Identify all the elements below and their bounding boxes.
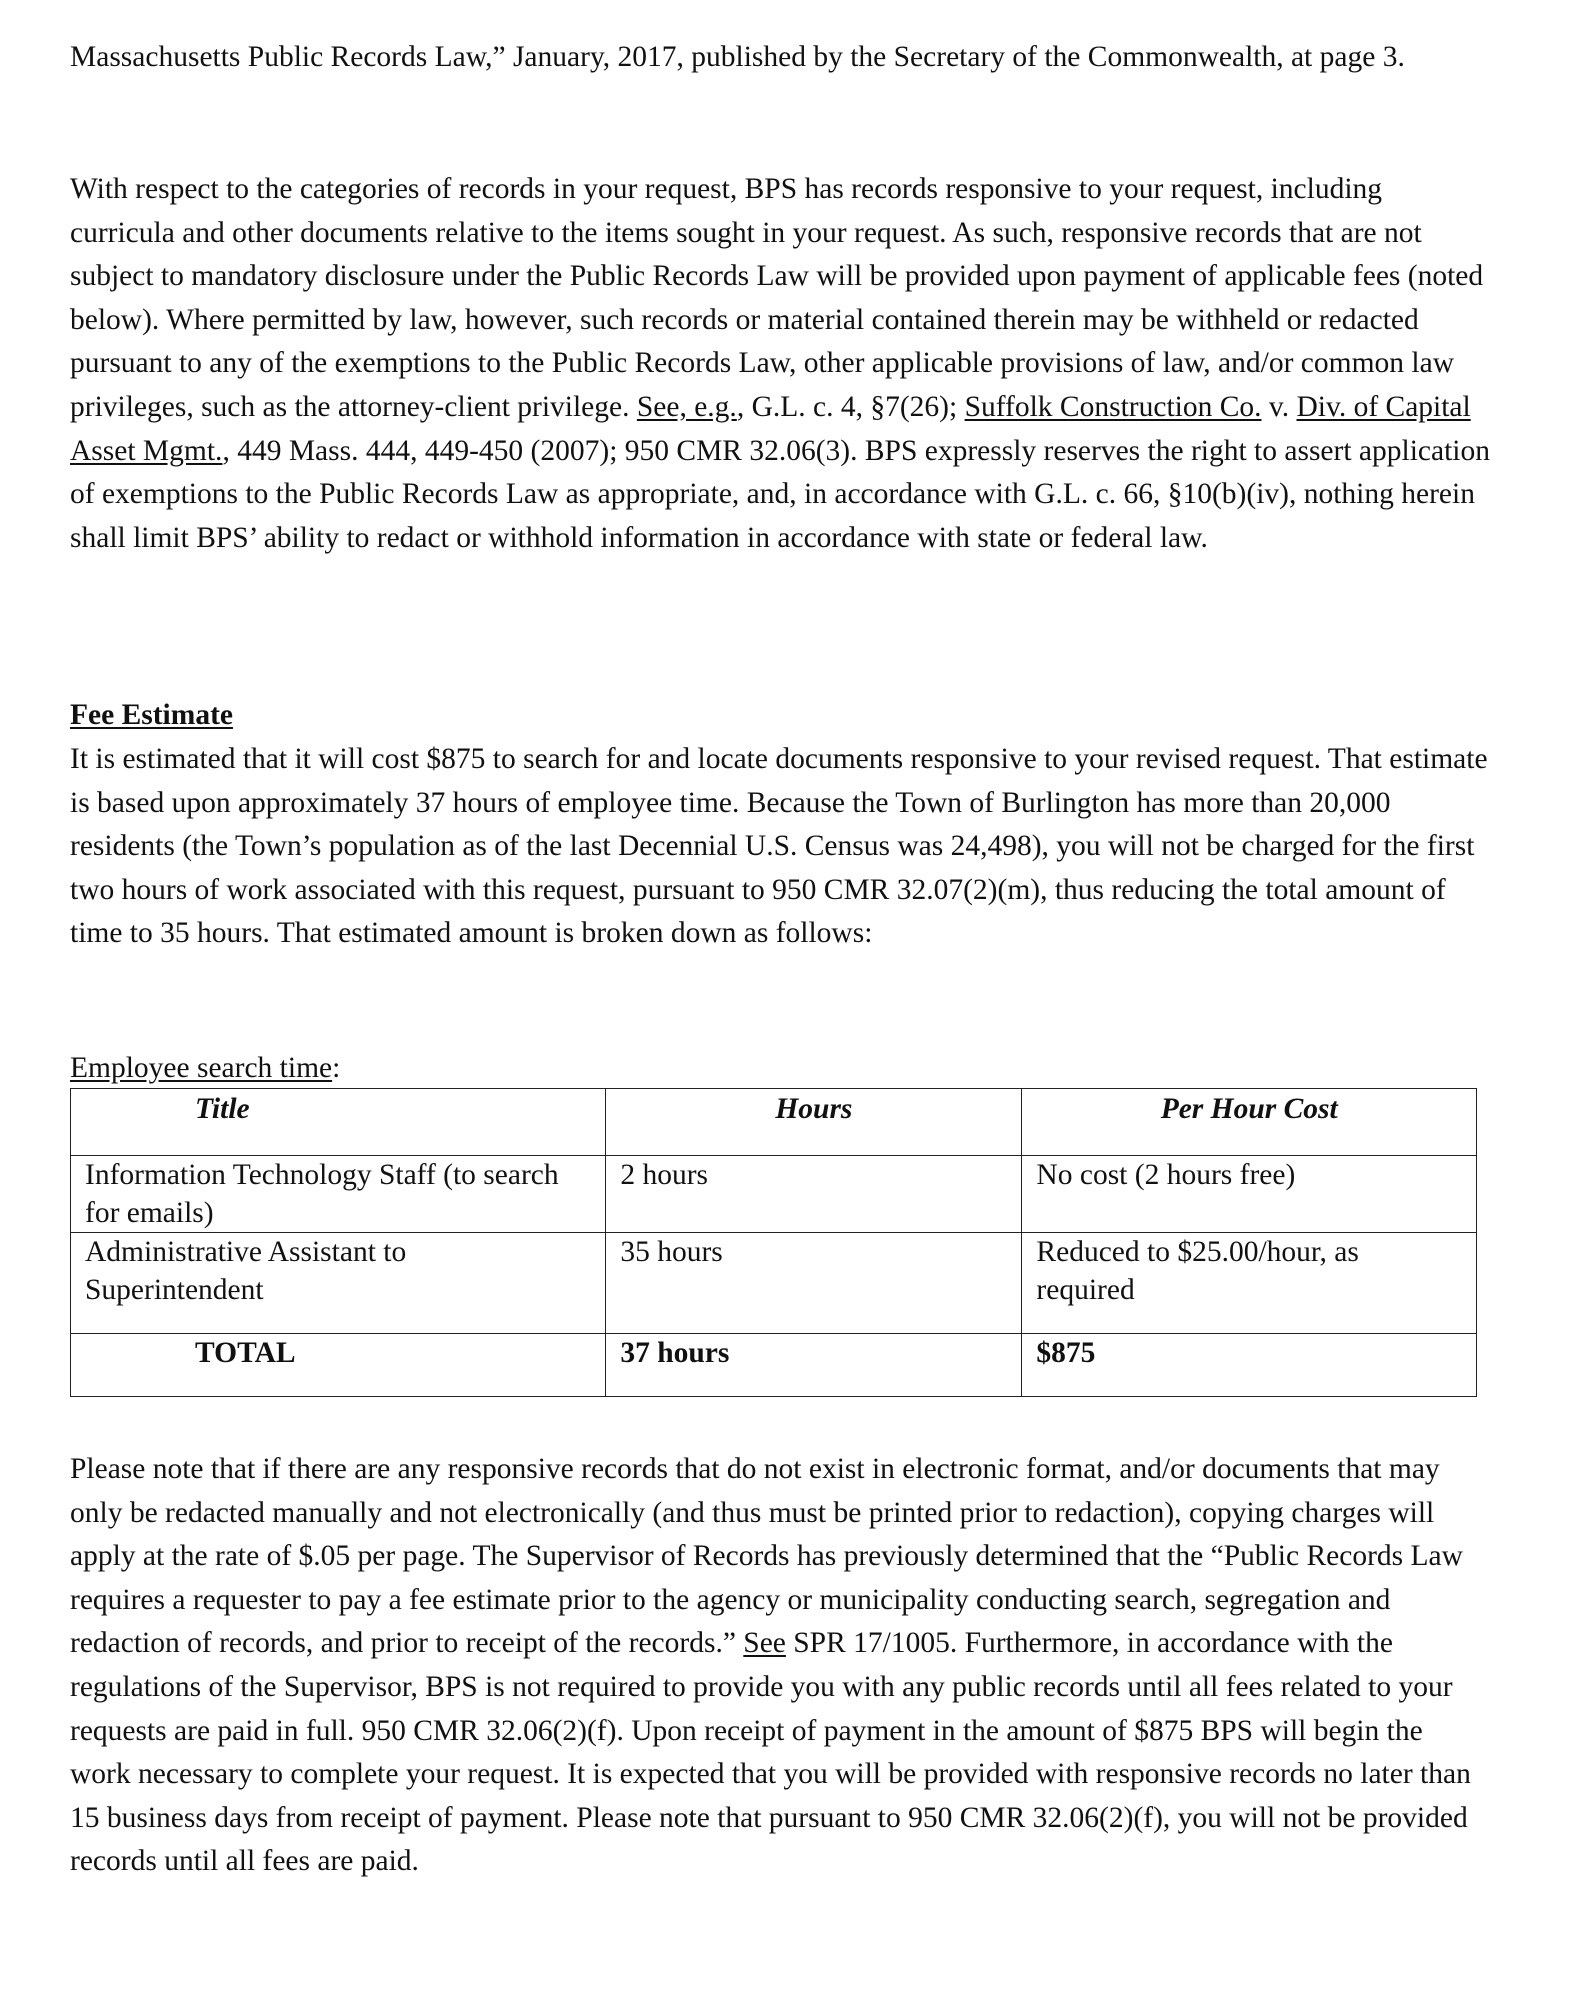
total-hours: 37 hours [606,1334,1022,1397]
case-name-suffolk: Suffolk Construction Co. [964,390,1262,423]
records-text-1: With respect to the categories of records in your request, BPS has records responsive to your request, including curricula and other documents relative to the items sought in your request. As such, responsive records that are not subject to mandatory disclosure under the Public Records Law will be provided upon payment of applicable fees (noted below). Where permitted by law, however, such records or material contained therein may be withheld or redacted pursuant to any of the exemptions to the Public Records Law, other applicable provisions of law, and/or common law privileges, such as the attorney-client privilege. [70,173,1484,423]
row-hours: 2 hours [606,1156,1022,1233]
fee-estimate-heading-text: Fee Estimate [70,699,233,731]
table-header-row [71,1089,1477,1156]
closing-text-1: Please note that if there are any responsive records that do not exist in electronic format, and/or documents that may only be redacted manually and not electronically (and thus must be printed prior to redaction), copying charges will apply at the rate of $.05 per page. The Supervisor of Records has previously determined that the “Public Records Law requires a requester to pay a fee estimate prior to the agency or municipality conducting search, segregation and redaction of records, and prior to receipt of the records.” [70,1453,1463,1660]
header-per-hour-cost: Per Hour Cost [1022,1089,1477,1156]
fee-table [70,1088,1477,1397]
citation-see-eg: See, e.g. [636,390,737,423]
case-name-dcam: Div. of Capital Asset Mgmt. [70,390,1471,467]
fee-estimate-paragraph: It is estimated that it will cost $875 to search for and locate documents responsive to your revised request. That estimate is based upon approximately 37 hours of employee time. Because the Town of Burlington has more than 20,000 residents (the Town’s population as of the last Decennial U.S. Census was 24,498), you will not be charged for the first two hours of work associated with this request, pursuant to 950 CMR 32.07(2)(m), thus reducing the total amount of time to 35 hours. That estimated amount is broken down as follows: [70,743,1488,950]
table-caption [70,1047,340,1091]
table-row [71,1156,1477,1233]
fee-estimate-heading [70,694,233,738]
records-text-2: , G.L. c. 4, §7(26); [736,390,965,423]
closing-paragraph [70,1448,1490,1884]
table-row [71,1233,1477,1334]
table-caption-text: Employee search time [70,1052,333,1084]
row-cost: Reduced to $25.00/hour, as required [1022,1233,1477,1334]
records-paragraph [70,168,1490,560]
table-total-row [71,1334,1477,1397]
total-label: TOTAL [71,1334,606,1397]
citation-see: See [743,1627,786,1660]
case-versus: v. [1261,390,1297,423]
row-title: Information Technology Staff (to search for emails) [71,1156,606,1233]
records-text-3: , 449 Mass. 444, 449-450 (2007); 950 CMR 32.06(3). BPS expressly reserves the right to assert application of exemptions to the Public Records Law as appropriate, and, in accordance with G.L. c. 66, §10(b)(iv), nothing herein shall limit BPS’ ability to redact or withhold information in accordance with state or federal law. [70,434,1490,554]
total-cost: $875 [1022,1334,1477,1397]
intro-paragraph: Massachusetts Public Records Law,” January, 2017, published by the Secretary of the Commonwealth, at page 3. [70,41,1405,73]
header-hours: Hours [606,1089,1022,1156]
row-hours: 35 hours [606,1233,1022,1334]
row-cost: No cost (2 hours free) [1022,1156,1477,1233]
row-title: Administrative Assistant to Superintendent [71,1233,606,1334]
header-title: Title [71,1089,606,1156]
table-caption-colon: : [332,1052,341,1084]
closing-text-2: SPR 17/1005. Furthermore, in accordance with the regulations of the Supervisor, BPS is not required to provide you with any public records until all fees related to your requests are paid in full. 950 CMR 32.06(2)(f). Upon receipt of payment in the amount of $875 BPS will begin the work necessary to complete your request. It is expected that you will be provided with responsive records no later than 15 business days from receipt of payment. Please note that pursuant to 950 CMR 32.06(2)(f), you will not be provided records until all fees are paid. [70,1627,1471,1878]
